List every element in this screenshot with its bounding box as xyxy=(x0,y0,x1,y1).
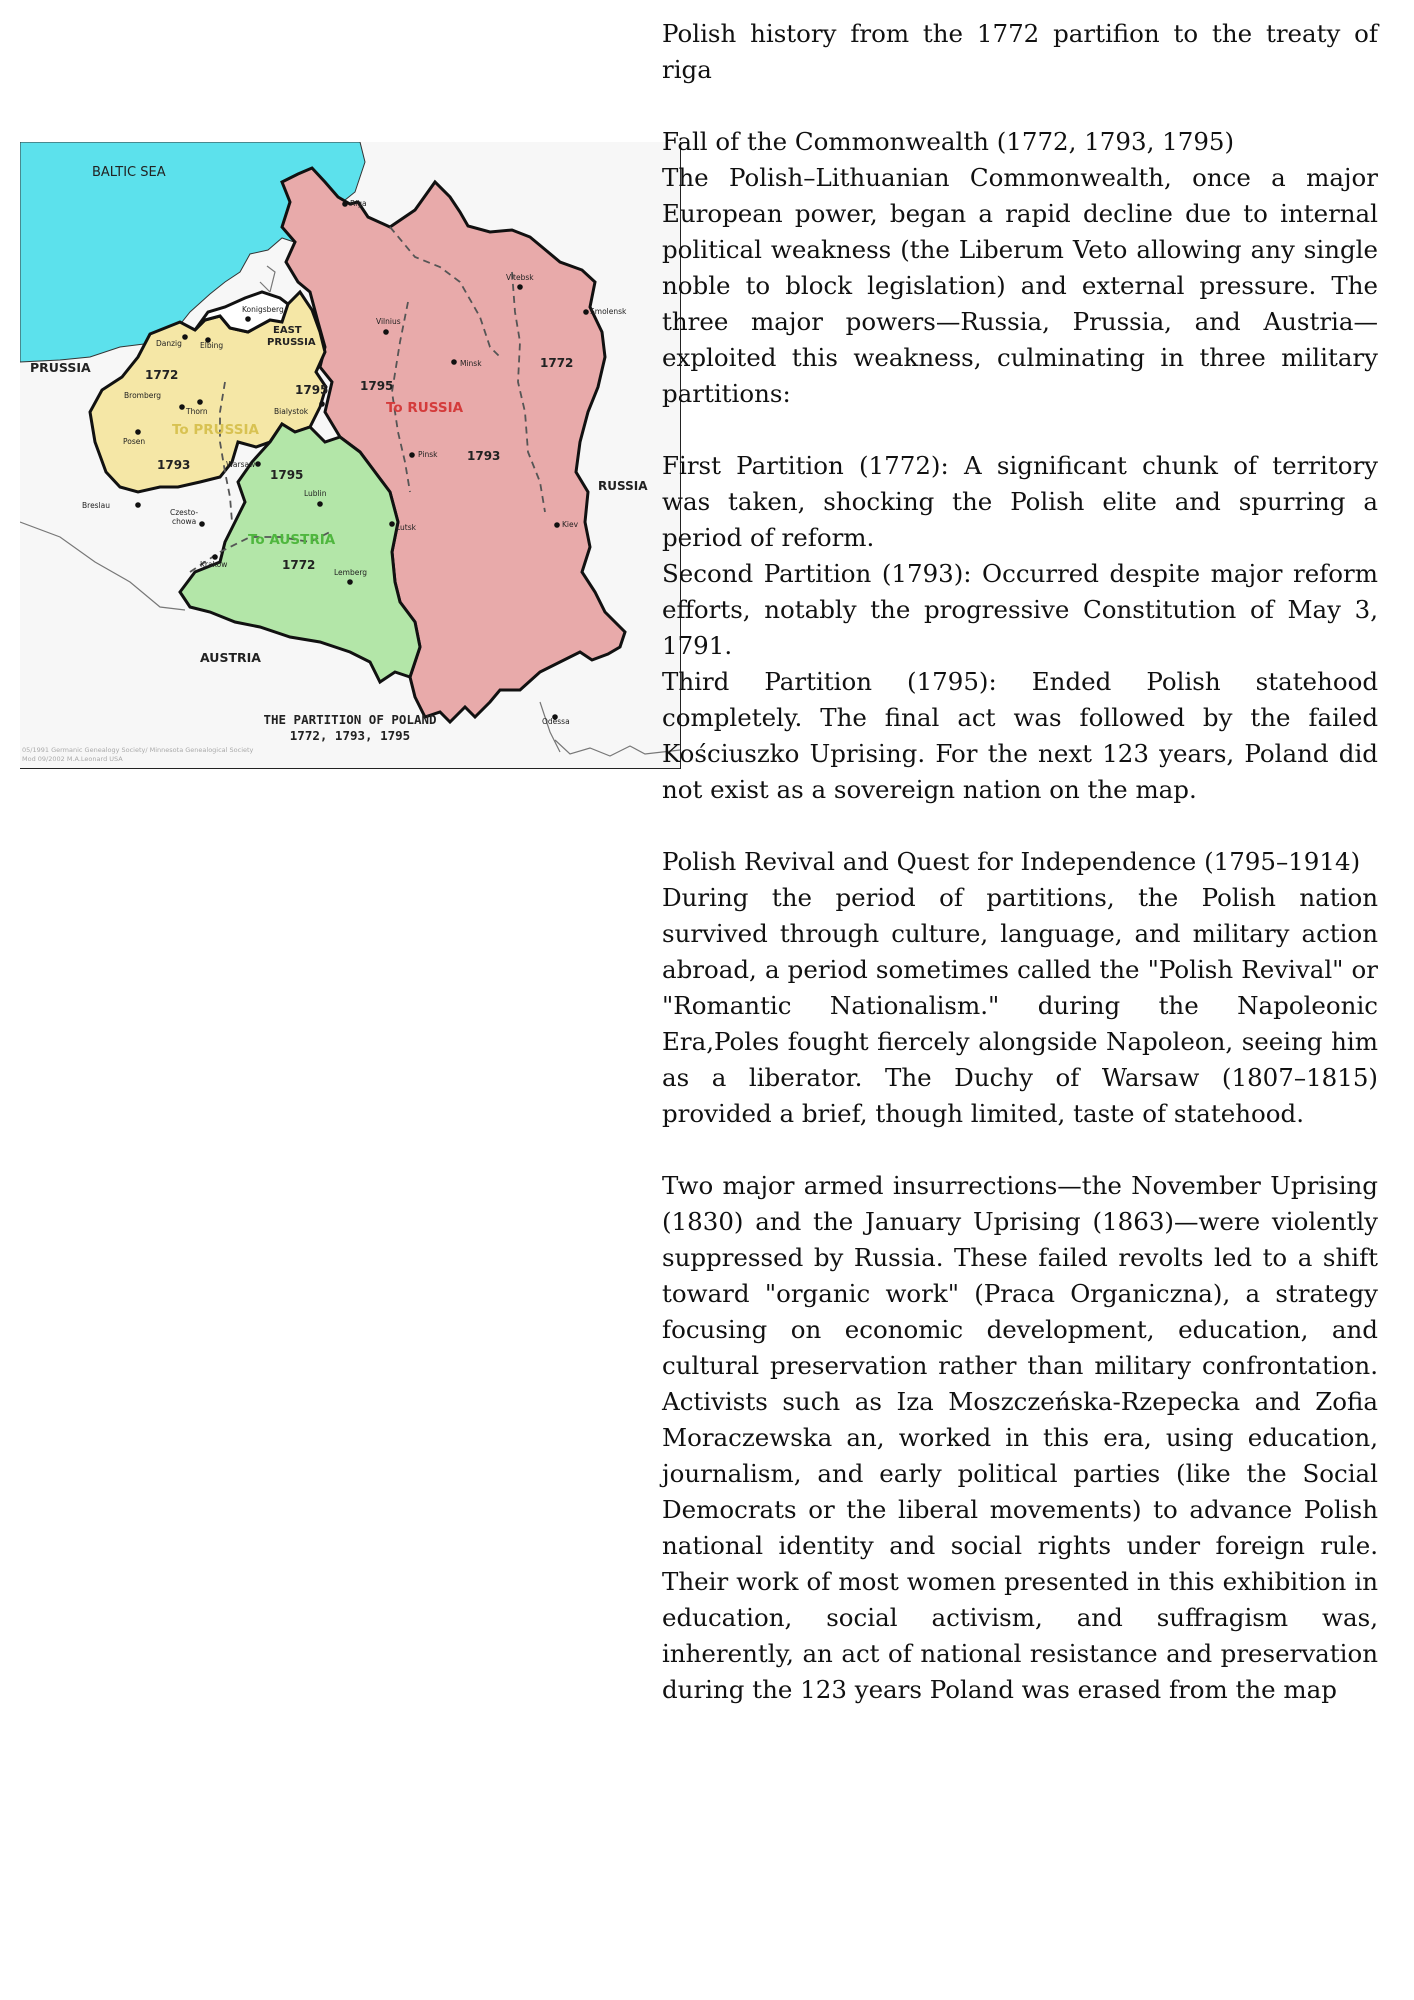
city-pinsk: Pinsk xyxy=(418,450,438,459)
article-text xyxy=(662,16,1378,1708)
city-bromberg: Bromberg xyxy=(124,391,162,400)
city-dot-breslau xyxy=(135,502,141,508)
partition-third: Third Partition (1795): Ended Polish statehood completely. The final act was followed by the failed Kościuszko Uprising. For the next 123 years, Poland did not exist as a sovereign nation on the map. xyxy=(662,667,1378,804)
section-1-heading: Fall of the Commonwealth (1772, 1793, 1795) xyxy=(662,127,1235,156)
city-elbing: Elbing xyxy=(200,341,224,350)
map-caption-years: 1772, 1793, 1795 xyxy=(289,728,411,743)
city-dot-lemberg xyxy=(347,579,353,585)
year-prussia-1793: 1793 xyxy=(157,458,191,472)
austria-label: AUSTRIA xyxy=(200,650,261,665)
city-smolensk: Smolensk xyxy=(590,307,627,316)
year-prussia-1772: 1772 xyxy=(145,368,179,382)
city-dot-thorn xyxy=(197,399,203,405)
city-vilnius: Vilnius xyxy=(376,317,401,326)
east-prussia-label-1: EAST xyxy=(273,325,302,336)
city-dot-lutsk xyxy=(389,521,395,527)
city-dot-czestochowa xyxy=(199,521,205,527)
city-lemberg: Lemberg xyxy=(334,568,368,577)
city-dot-konigsberg xyxy=(245,316,251,322)
partition-second: Second Partition (1793): Occurred despite major reform efforts, notably the progressive Constitution of May 3, 1791. xyxy=(662,559,1378,660)
section-2-paragraph-1: During the period of partitions, the Polish nation survived through culture, language, and military action abroad, a period sometimes called the "Polish Revival" or "Romantic Nationalism." during the Napoleonic Era,Poles fought fiercely alongside Napoleon, seeing him as a liberator. The Duchy of Warsaw (1807–1815) provided a brief, though limited, taste of statehood. xyxy=(662,883,1378,1128)
city-czestochowa-1: Czesto- xyxy=(170,508,199,517)
city-lublin: Lublin xyxy=(304,489,327,498)
partition-first: First Partition (1772): A significant chunk of territory was taken, shocking the Polish elite and spurring a period of reform. xyxy=(662,451,1378,552)
city-bialystok: Bialystok xyxy=(274,407,309,416)
partition-map-svg xyxy=(20,142,680,768)
east-prussia-label-2: PRUSSIA xyxy=(267,337,316,348)
city-minsk: Minsk xyxy=(460,359,482,368)
city-kiev: Kiev xyxy=(562,520,579,529)
city-thorn: Thorn xyxy=(186,407,208,416)
city-dot-warsaw xyxy=(255,461,261,467)
year-russia-1795: 1795 xyxy=(360,379,394,393)
year-austria-1772: 1772 xyxy=(282,558,316,572)
city-dot-pinsk xyxy=(409,452,415,458)
city-riga: Riga xyxy=(350,199,367,208)
section-1-paragraph: The Polish–Lithuanian Commonwealth, once a major European power, began a rapid decline due to internal political weakness (the Liberum Veto allowing any single noble to block legislation) and external pressure. The three major powers—Russia, Prussia, and Austria—exploited this weakness, culminating in three military partitions: xyxy=(662,163,1378,408)
city-dot-smolensk xyxy=(583,309,589,315)
map-credit-2: Mod 09/2002 M.A.Leonard USA xyxy=(22,755,123,763)
city-dot-minsk xyxy=(451,359,457,365)
city-dot-posen xyxy=(135,429,141,435)
year-prussia-1795: 1795 xyxy=(295,383,329,397)
section-2-paragraph-2: Two major armed insurrections—the November Uprising (1830) and the January Uprising (1863)—were violently suppressed by Russia. These failed revolts led to a shift toward "organic work" (Praca Organiczna), a strategy focusing on economic development, education, and cultural preservation rather than military confrontation. Activists such as Iza Moszczeńska-Rzepecka and Zofia Moraczewska an, worked in this era, using education, journalism, and early political parties (like the Social Democrats or the liberal movements) to advance Polish national identity and social rights under foreign rule. Their work of most women presented in this exhibition in education, social activism, and suffragism was, inherently, an act of national resistance and preservation during the 123 years Poland was erased from the map xyxy=(662,1171,1378,1704)
partition-map xyxy=(20,142,681,769)
city-czestochowa-2: chowa xyxy=(172,517,197,526)
to-austria-label: To AUSTRIA xyxy=(248,532,336,548)
city-dot-lublin xyxy=(317,501,323,507)
baltic-sea-label: BALTIC SEA xyxy=(92,165,166,180)
city-krakow: Krakow xyxy=(200,560,228,569)
city-dot-danzig xyxy=(182,334,188,340)
map-caption-title: THE PARTITION OF POLAND xyxy=(263,712,437,727)
city-konigsberg: Konigsberg xyxy=(242,305,284,314)
to-prussia-label: To PRUSSIA xyxy=(172,422,259,438)
city-danzig: Danzig xyxy=(156,339,182,348)
city-dot-krakow xyxy=(212,554,218,560)
year-russia-1772: 1772 xyxy=(540,356,574,370)
year-russia-1793: 1793 xyxy=(467,449,501,463)
year-austria-1795: 1795 xyxy=(270,468,304,482)
city-warsaw: Warsaw xyxy=(226,460,256,469)
city-dot-kiev xyxy=(554,522,560,528)
city-dot-bromberg xyxy=(179,404,185,410)
city-posen: Posen xyxy=(123,437,146,446)
section-2-heading: Polish Revival and Quest for Independence (1795–1914) xyxy=(662,847,1361,876)
city-dot-bialystok xyxy=(319,401,325,407)
to-russia-label: To RUSSIA xyxy=(386,400,464,416)
city-dot-vilnius xyxy=(383,329,389,335)
city-lutsk: Lutsk xyxy=(396,523,416,532)
city-dot-riga xyxy=(342,201,348,207)
russia-label: RUSSIA xyxy=(598,479,648,493)
city-vitebsk: Vitebsk xyxy=(506,273,534,282)
city-dot-vitebsk xyxy=(517,284,523,290)
map-credit-1: 05/1991 Germanic Genealogy Society/ Minnesota Genealogical Society xyxy=(22,746,254,754)
document-title: Polish history from the 1772 partifion to the treaty of riga xyxy=(662,19,1378,84)
prussia-label: PRUSSIA xyxy=(30,360,91,375)
city-breslau: Breslau xyxy=(82,501,111,510)
city-odessa: Odessa xyxy=(542,717,570,726)
